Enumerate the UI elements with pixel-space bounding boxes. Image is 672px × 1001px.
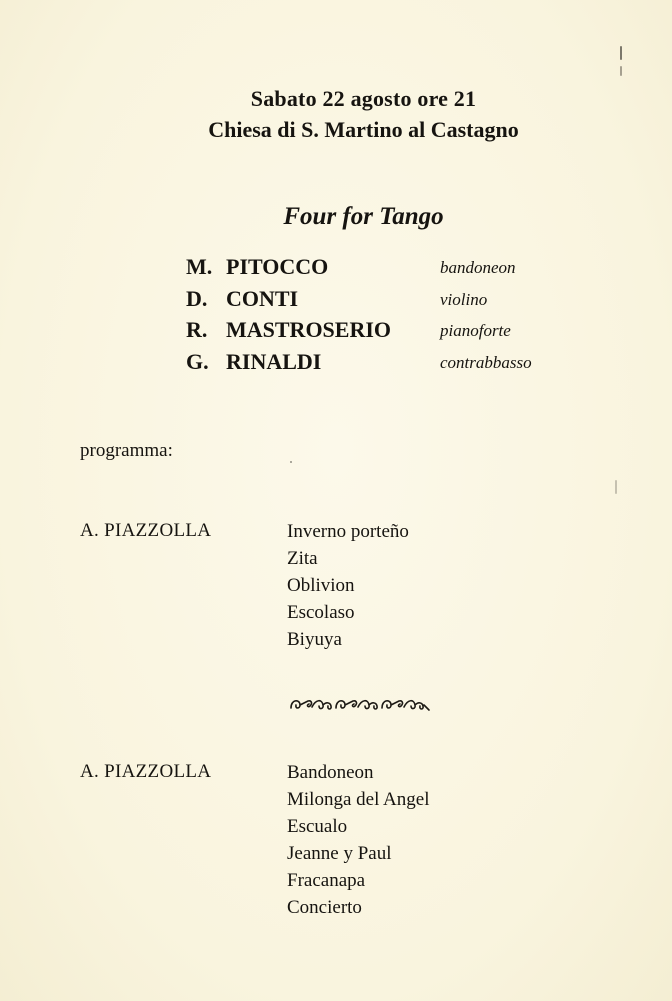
- work-title: Oblivion: [287, 575, 355, 596]
- performer-surname: PITOCCO: [226, 254, 329, 279]
- performer-surname: RINALDI: [226, 348, 322, 374]
- work-title: Milonga del Angel: [287, 789, 430, 810]
- performer-initial: R.: [186, 317, 208, 342]
- composer-name: A. PIAZZOLLA: [80, 520, 212, 541]
- scan-speck: [290, 461, 292, 463]
- performer-initial: G.: [186, 348, 209, 374]
- performer-instrument: bandoneon: [440, 258, 516, 277]
- scan-speck: [620, 66, 622, 76]
- scan-speck: [620, 46, 622, 60]
- work-title: Bandoneon: [287, 762, 374, 783]
- work-title: Jeanne y Paul: [287, 843, 392, 864]
- work-title: Biyuya: [287, 629, 342, 650]
- work-title: Concierto: [287, 897, 362, 918]
- performer-initial: D.: [186, 285, 208, 311]
- work-list: [287, 518, 409, 653]
- work-title: Fracanapa: [287, 870, 366, 891]
- work-list: [287, 759, 429, 921]
- performer-instrument: pianoforte: [440, 321, 511, 340]
- performer-initial: M.: [186, 254, 213, 279]
- scan-speck: [615, 480, 617, 494]
- concert-venue: Chiesa di S. Martino al Castagno: [208, 117, 519, 142]
- concert-date: Sabato 22 agosto ore 21: [250, 86, 477, 111]
- performer-instrument: violino: [440, 289, 488, 309]
- performer-surname: MASTROSERIO: [226, 317, 392, 342]
- work-title: Escolaso: [287, 602, 355, 623]
- performer-instrument: contrabbasso: [440, 352, 532, 372]
- composer-name: A. PIAZZOLLA: [80, 761, 212, 782]
- decorative-divider-icon: [288, 693, 432, 715]
- work-title: Escualo: [287, 816, 348, 837]
- work-title: Inverno porteño: [287, 521, 409, 542]
- work-title: Zita: [287, 548, 318, 569]
- performer-surname: CONTI: [226, 285, 299, 311]
- program-label: programma:: [80, 440, 173, 461]
- ensemble-name: Four for Tango: [283, 203, 444, 230]
